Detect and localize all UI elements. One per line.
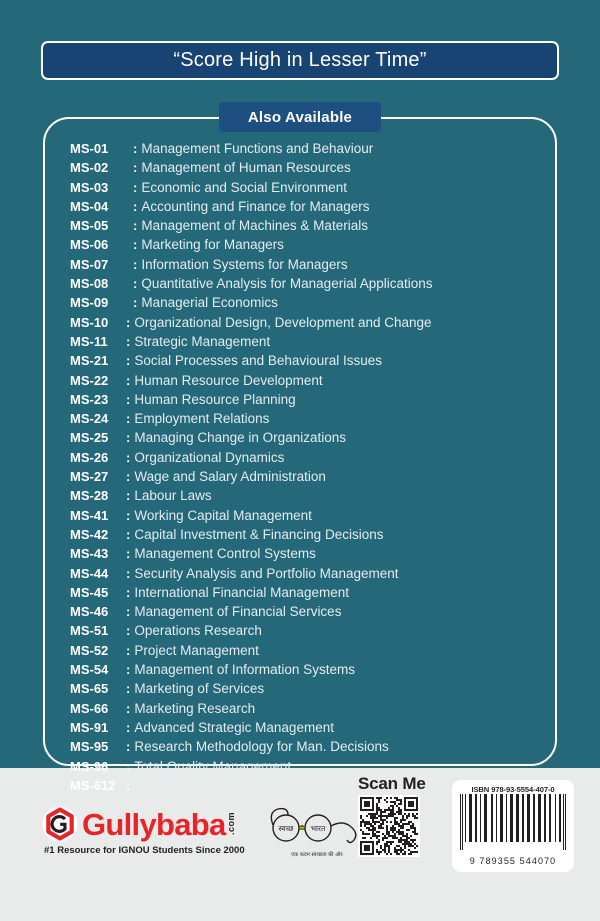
course-separator: : [133, 198, 138, 214]
qr-code-image [360, 797, 418, 855]
course-separator: : [126, 584, 131, 600]
swachh-bharat-caption: एक कदम स्वच्छता की ऑर [291, 852, 343, 858]
course-list-item [70, 392, 540, 411]
course-separator: : [126, 681, 131, 697]
course-title: Project Management [134, 642, 259, 658]
course-title: Research Methodology for Man. Decisions [134, 739, 389, 755]
course-separator: : [126, 526, 131, 542]
course-list-item [70, 160, 540, 179]
tagline-banner [41, 41, 559, 80]
isbn-digits: 9 789355 544070 [469, 856, 557, 866]
course-list-item [70, 662, 540, 681]
tagline-text: “Score High in Lesser Time” [173, 49, 427, 71]
course-code: MS-10 [70, 314, 109, 330]
gandhi-glasses-icon [262, 804, 372, 848]
course-code: MS-65 [70, 681, 109, 697]
course-title: Organizational Design, Development and Change [134, 314, 432, 330]
course-code: MS-07 [70, 256, 109, 272]
course-separator: : [126, 546, 131, 562]
course-separator: : [126, 719, 131, 735]
course-title: Advanced Strategic Management [134, 719, 334, 735]
course-code: MS-96 [70, 758, 109, 774]
course-title: Management of Human Resources [141, 160, 351, 176]
course-separator: : [126, 700, 131, 716]
course-separator: : [126, 469, 131, 485]
course-separator: : [126, 314, 131, 330]
course-code: MS-43 [70, 546, 109, 562]
course-title: Employment Relations [134, 411, 270, 427]
course-title: International Financial Management [134, 584, 349, 600]
gullybaba-tagline: #1 Resource for IGNOU Students Since 2000 [44, 845, 245, 856]
course-code: MS-52 [70, 642, 109, 658]
course-code: MS-41 [70, 507, 109, 523]
course-title: Total Quality Management [134, 758, 292, 774]
course-separator: : [126, 777, 131, 793]
course-title: Organizational Dynamics [134, 449, 285, 465]
course-code: MS-28 [70, 488, 109, 504]
course-list-item [70, 643, 540, 662]
course-title: Marketing of Services [134, 681, 265, 697]
course-code: MS-08 [70, 276, 109, 292]
course-separator: : [126, 488, 131, 504]
course-separator: : [126, 604, 131, 620]
course-separator: : [133, 218, 138, 234]
course-code: MS-23 [70, 391, 109, 407]
course-list-item [70, 488, 540, 507]
course-list-item [70, 450, 540, 469]
course-title: Marketing Research [134, 700, 256, 716]
course-list-item [70, 778, 540, 797]
course-title: Management of Machines & Materials [141, 218, 368, 234]
course-list-item [70, 681, 540, 700]
course-list-item [70, 469, 540, 488]
course-code: MS-27 [70, 469, 109, 485]
course-list-item [70, 566, 540, 585]
course-code: MS-95 [70, 739, 109, 755]
also-available-badge [219, 102, 381, 132]
course-code: MS-26 [70, 449, 109, 465]
course-title: Quantitative Analysis for Managerial Applications [141, 276, 433, 292]
course-separator: : [126, 391, 131, 407]
course-code: MS-21 [70, 353, 109, 369]
course-list-item [70, 373, 540, 392]
course-code: MS-91 [70, 719, 109, 735]
course-list-item [70, 604, 540, 623]
course-code: MS-04 [70, 198, 109, 214]
course-title: Economic and Social Environment [141, 179, 347, 195]
course-list-item [70, 218, 540, 237]
course-title: Human Resource Planning [134, 391, 296, 407]
course-title: Labour Laws [134, 488, 212, 504]
course-title: Wage and Salary Administration [134, 469, 326, 485]
course-code: MS-03 [70, 179, 109, 195]
swachh-bharat-logo [262, 804, 372, 858]
course-list-item [70, 508, 540, 527]
isbn-number: ISBN 978-93-5554-407-0 [471, 785, 555, 794]
course-list-item [70, 276, 540, 295]
course-separator: : [126, 565, 131, 581]
course-separator: : [126, 662, 131, 678]
course-separator: : [133, 295, 138, 311]
course-list-item [70, 720, 540, 739]
course-code: MS-66 [70, 700, 109, 716]
course-code: MS-46 [70, 604, 109, 620]
qr-code[interactable] [358, 795, 420, 857]
course-list-item [70, 739, 540, 758]
course-code: MS-06 [70, 237, 109, 253]
course-list-item [70, 257, 540, 276]
course-list-item [70, 141, 540, 160]
scan-me-label: Scan Me [358, 774, 426, 793]
barcode-image [459, 794, 567, 850]
swachh-word: स्वच्छ [278, 824, 294, 833]
course-separator: : [126, 372, 131, 388]
course-code: MS-54 [70, 662, 109, 678]
gullybaba-wordmark: Gullybaba [82, 806, 226, 842]
course-code: MS-45 [70, 584, 109, 600]
course-code: MS-02 [70, 160, 109, 176]
course-list [70, 141, 540, 797]
course-list-item [70, 546, 540, 565]
course-title: Social Processes and Behavioural Issues [134, 353, 382, 369]
course-list-item [70, 430, 540, 449]
gullybaba-hexagon-g-icon [42, 806, 78, 842]
course-separator: : [126, 430, 131, 446]
course-title: Marketing for Managers [141, 237, 284, 253]
course-title: Management Functions and Behaviour [141, 141, 374, 156]
course-code: MS-44 [70, 565, 109, 581]
course-separator: : [126, 353, 131, 369]
course-code: MS-612 [70, 777, 116, 793]
course-title: Security Analysis and Portfolio Management [134, 565, 399, 581]
course-title: Management of Financial Services [134, 604, 342, 620]
course-title: Operations Research [134, 623, 262, 639]
course-separator: : [133, 276, 138, 292]
course-separator: : [133, 256, 138, 272]
course-code: MS-25 [70, 430, 109, 446]
course-code: MS-11 [70, 333, 108, 349]
course-title: Human Resource Development [134, 372, 323, 388]
course-separator: : [126, 507, 131, 523]
course-title: Working Capital Management [134, 507, 312, 523]
course-separator: : [126, 449, 131, 465]
gullybaba-brand [42, 806, 245, 856]
course-title: Capital Investment & Financing Decisions [134, 526, 384, 542]
course-title: Retail Management [134, 777, 252, 793]
course-list-item [70, 411, 540, 430]
course-title: Accounting and Finance for Managers [141, 198, 370, 214]
course-list-item [70, 585, 540, 604]
gullybaba-domain: .com [225, 812, 236, 836]
course-list-item [70, 759, 540, 778]
course-code: MS-05 [70, 218, 109, 234]
course-list-item [70, 180, 540, 199]
course-separator: : [126, 739, 131, 755]
course-title: Management of Information Systems [134, 662, 355, 678]
course-separator: : [133, 160, 138, 176]
course-list-item [70, 199, 540, 218]
course-list-item [70, 701, 540, 720]
course-title: Strategic Management [134, 333, 271, 349]
course-list-item [70, 315, 540, 334]
course-code: MS-09 [70, 295, 109, 311]
course-separator: : [126, 642, 131, 658]
course-separator: : [133, 141, 138, 156]
bharat-word: भारत [310, 824, 326, 833]
course-title: Information Systems for Managers [141, 256, 348, 272]
course-code: MS-51 [70, 623, 109, 639]
course-separator: : [126, 758, 131, 774]
course-separator: : [133, 237, 138, 253]
course-title: Management Control Systems [134, 546, 316, 562]
course-title: Managerial Economics [141, 295, 278, 311]
course-separator: : [126, 333, 131, 349]
course-separator: : [126, 623, 131, 639]
course-list-item [70, 623, 540, 642]
course-list-item [70, 295, 540, 314]
course-separator: : [133, 179, 138, 195]
course-code: MS-24 [70, 411, 109, 427]
course-separator: : [126, 411, 131, 427]
course-code: MS-42 [70, 526, 109, 542]
also-available-label: Also Available [247, 108, 353, 126]
course-code: MS-22 [70, 372, 109, 388]
course-list-item [70, 353, 540, 372]
course-code: MS-01 [70, 141, 109, 156]
course-list-item [70, 527, 540, 546]
course-list-item [70, 237, 540, 256]
course-title: Managing Change in Organizations [134, 430, 346, 446]
course-list-item [70, 334, 540, 353]
